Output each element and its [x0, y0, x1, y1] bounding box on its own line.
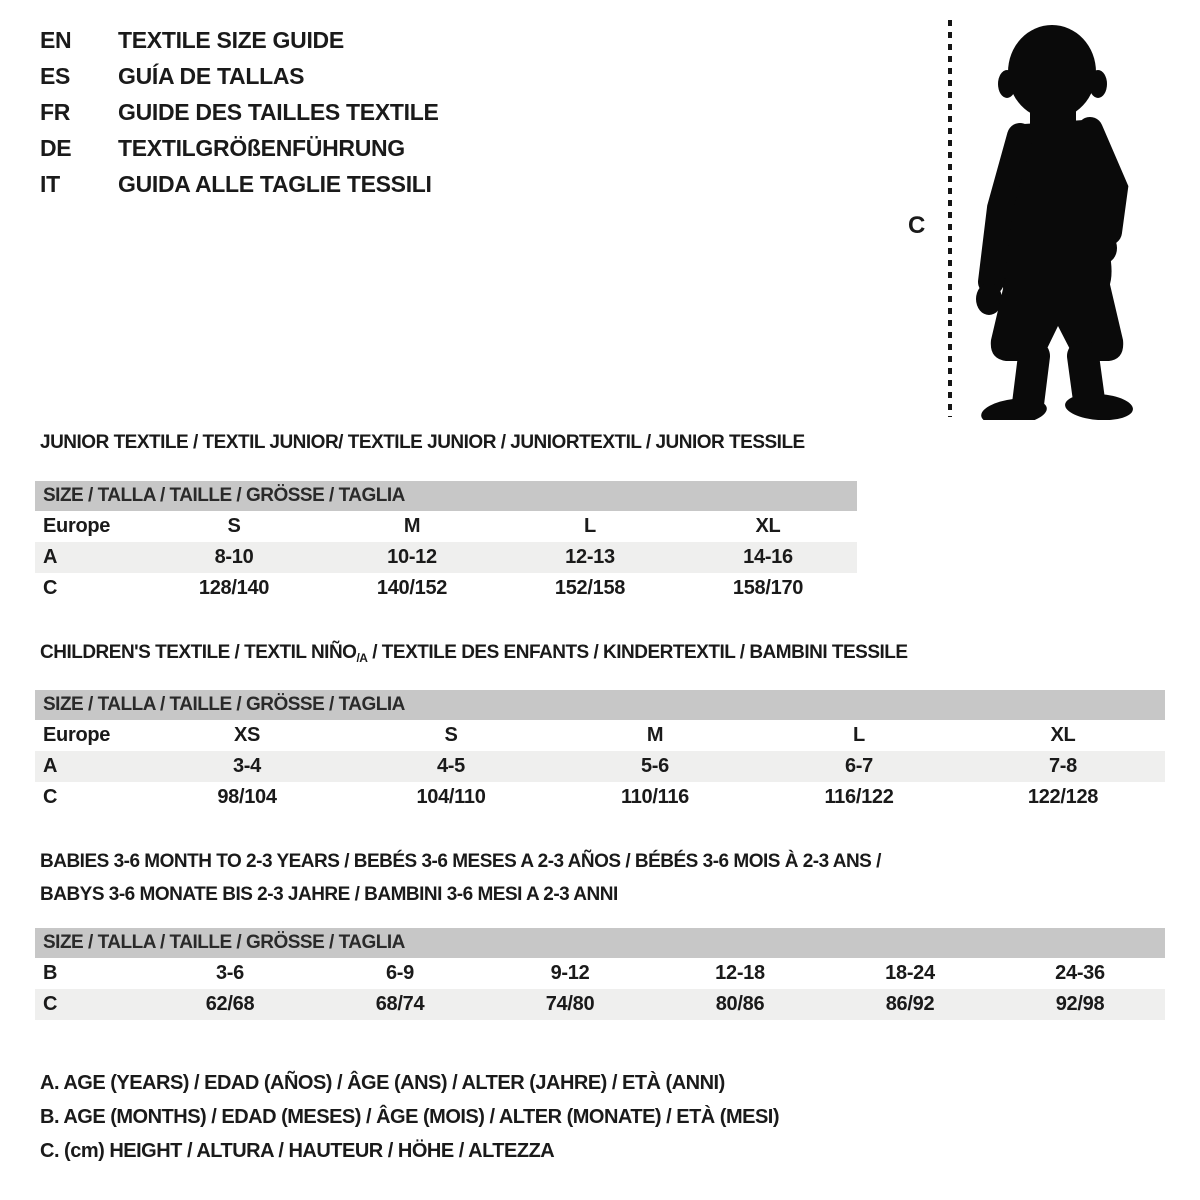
- language-row: [40, 130, 439, 166]
- legend-line-c: C. (cm) HEIGHT / ALTURA / HAUTEUR / HÖHE / ALTEZZA: [40, 1140, 555, 1162]
- table-cell: 14-16: [743, 546, 793, 568]
- legend-line-a: A. AGE (YEARS) / EDAD (AÑOS) / ÂGE (ANS) / ALTER (JAHRE) / ETÀ (ANNI): [40, 1072, 725, 1094]
- table-cell: 128/140: [198, 577, 270, 599]
- table-cell: 140/152: [376, 577, 448, 599]
- language-row: [40, 58, 439, 94]
- table-row: [35, 928, 1165, 958]
- row-label-cell: A: [43, 755, 58, 777]
- table-cell: 92/98: [1055, 993, 1105, 1015]
- children-size-table: [35, 690, 1165, 813]
- table-cell: 9-12: [550, 962, 590, 984]
- table-cell: 18-24: [885, 962, 935, 984]
- children-title-suffix: / TEXTILE DES ENFANTS / KINDERTEXTIL / BAMBINI TESSILE: [367, 642, 908, 663]
- guide-title: GUIDE DES TAILLES TEXTILE: [118, 98, 439, 125]
- junior-section-title: JUNIOR TEXTILE / TEXTIL JUNIOR/ TEXTILE JUNIOR / JUNIORTEXTIL / JUNIOR TESSILE: [40, 432, 805, 453]
- size-header-bar: SIZE / TALLA / TAILLE / GRÖSSE / TAGLIA: [35, 928, 1165, 958]
- height-label-c: C: [908, 212, 926, 239]
- children-title-subscript: /A: [356, 651, 368, 665]
- table-row: [35, 481, 857, 511]
- table-cell: 12-18: [715, 962, 765, 984]
- table-cell: 24-36: [1055, 962, 1105, 984]
- guide-title: GUÍA DE TALLAS: [118, 62, 305, 89]
- language-row: [40, 94, 439, 130]
- table-cell: 104/110: [416, 786, 486, 808]
- babies-size-table: [35, 928, 1165, 1020]
- table-cell: 152/158: [554, 577, 626, 599]
- legend-line-b: B. AGE (MONTHS) / EDAD (MESES) / ÂGE (MOIS) / ALTER (MONATE) / ETÀ (MESI): [40, 1106, 780, 1128]
- table-row: [35, 989, 1165, 1020]
- table-cell: S: [444, 724, 458, 746]
- size-header-bar: SIZE / TALLA / TAILLE / GRÖSSE / TAGLIA: [35, 481, 857, 511]
- table-cell: 3-4: [232, 755, 261, 777]
- table-cell: 86/92: [885, 993, 935, 1015]
- babies-title-line2: BABYS 3-6 MONATE BIS 2-3 JAHRE / BAMBINI 3-6 MESI A 2-3 ANNI: [40, 884, 618, 905]
- table-row: [35, 958, 1165, 989]
- language-row: [40, 166, 439, 202]
- table-cell: M: [646, 724, 664, 746]
- children-title-prefix: CHILDREN'S TEXTILE / TEXTIL NIÑO: [40, 642, 357, 663]
- table-cell: 6-7: [844, 755, 873, 777]
- language-code: FR: [40, 98, 71, 125]
- size-header-bar: SIZE / TALLA / TAILLE / GRÖSSE / TAGLIA: [35, 690, 1165, 720]
- babies-section-title: [40, 845, 940, 911]
- table-cell: 7-8: [1048, 755, 1077, 777]
- table-cell: M: [403, 515, 421, 537]
- table-cell: 122/128: [1027, 786, 1099, 808]
- language-code: IT: [40, 170, 60, 197]
- guide-title: TEXTILE SIZE GUIDE: [118, 26, 344, 53]
- babies-title-line1: BABIES 3-6 MONTH TO 2-3 YEARS / BEBÉS 3-6 MESES A 2-3 AÑOS / BÉBÉS 3-6 MOIS À 2-3 ANS /: [40, 851, 881, 872]
- table-cell: 6-9: [385, 962, 414, 984]
- toddler-silhouette-icon: [962, 20, 1152, 420]
- guide-title: GUIDA ALLE TAGLIE TESSILI: [118, 170, 432, 197]
- table-cell: XS: [233, 724, 261, 746]
- table-cell: 12-13: [565, 546, 615, 568]
- table-cell: 62/68: [205, 993, 255, 1015]
- guide-title: TEXTILGRÖßENFÜHRUNG: [118, 134, 405, 161]
- table-cell: 80/86: [715, 993, 765, 1015]
- row-label-cell: C: [43, 786, 58, 808]
- row-label-cell: Europe: [43, 724, 111, 746]
- table-row: [35, 720, 1165, 751]
- table-cell: 110/116: [621, 786, 689, 808]
- children-section-title: [40, 642, 908, 665]
- row-label-cell: A: [43, 546, 58, 568]
- table-cell: XL: [755, 515, 781, 537]
- language-row: [40, 22, 439, 58]
- table-cell: 68/74: [375, 993, 425, 1015]
- language-code: DE: [40, 134, 72, 161]
- junior-size-table: [35, 481, 857, 604]
- table-row: [35, 782, 1165, 813]
- language-code: ES: [40, 62, 71, 89]
- table-row: [35, 573, 857, 604]
- table-cell: 5-6: [640, 755, 669, 777]
- row-label-cell: B: [43, 962, 58, 984]
- table-cell: XL: [1050, 724, 1076, 746]
- table-row: [35, 690, 1165, 720]
- table-cell: 4-5: [436, 755, 465, 777]
- table-cell: 116/122: [824, 786, 894, 808]
- table-cell: 8-10: [214, 546, 254, 568]
- row-label-cell: Europe: [43, 515, 111, 537]
- table-cell: 158/170: [732, 577, 804, 599]
- row-label-cell: C: [43, 577, 58, 599]
- table-row: [35, 511, 857, 542]
- language-code: EN: [40, 26, 72, 53]
- table-cell: 10-12: [387, 546, 437, 568]
- language-title-list: [40, 22, 439, 202]
- height-measure-line: [948, 20, 952, 417]
- measurement-legend: [40, 1066, 779, 1168]
- table-row: [35, 751, 1165, 782]
- table-cell: S: [227, 515, 241, 537]
- table-cell: L: [584, 515, 596, 537]
- table-cell: 3-6: [215, 962, 244, 984]
- table-cell: 98/104: [217, 786, 277, 808]
- table-row: [35, 542, 857, 573]
- table-cell: 74/80: [545, 993, 595, 1015]
- table-cell: L: [853, 724, 865, 746]
- row-label-cell: C: [43, 993, 58, 1015]
